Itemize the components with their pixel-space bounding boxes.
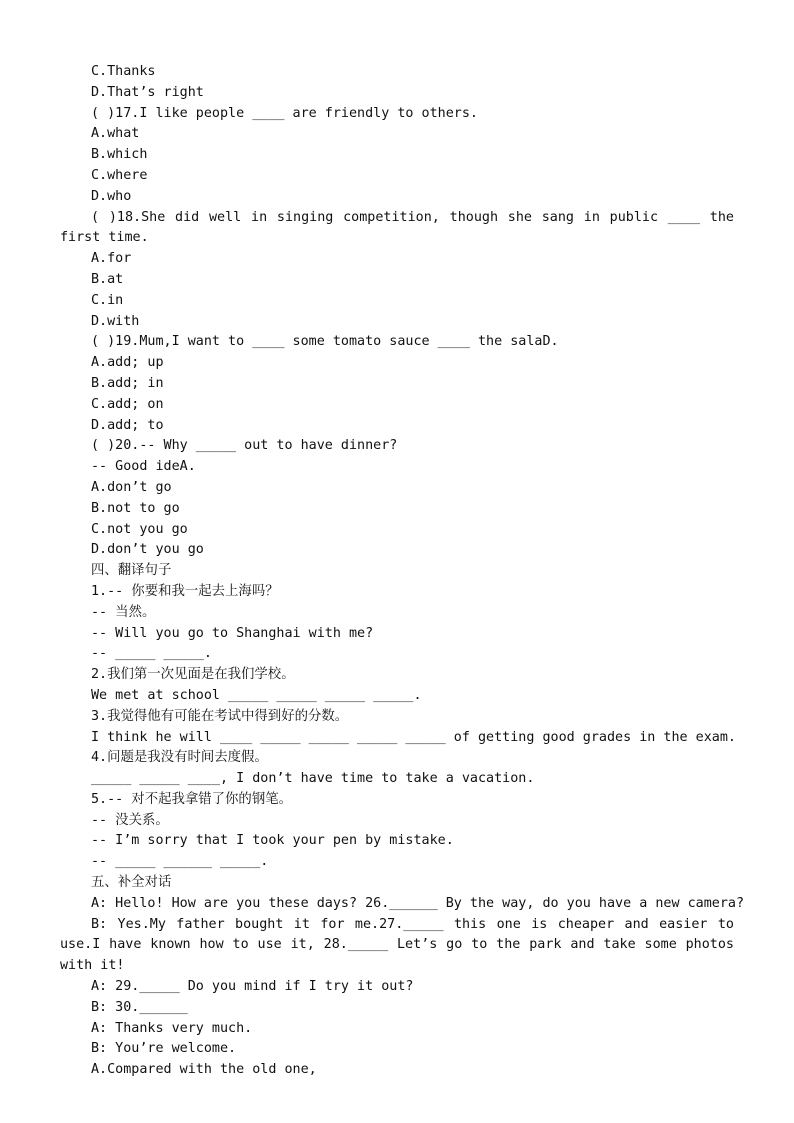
- translate-5-english: -- I’m sorry that I took your pen by mistake.: [91, 833, 454, 849]
- option-d: D.That’s right: [91, 84, 204, 100]
- translate-5-prompt: 5.-- 对不起我拿错了你的钢笔。: [91, 791, 292, 807]
- option-a: A.what: [91, 126, 140, 142]
- question-17: ( )17.I like people ____ are friendly to others.: [91, 105, 478, 121]
- option-b: B.which: [91, 147, 148, 163]
- translate-5-reply: -- 没关系。: [91, 812, 169, 828]
- translate-3-english: I think he will ____ _____ _____ _____ _____ of getting good grades in the exam.: [91, 729, 736, 745]
- translate-1-prompt: 1.-- 你要和我一起去上海吗？: [91, 583, 279, 599]
- option-b: B.add; in: [91, 375, 164, 391]
- option-d: D.who: [91, 188, 132, 204]
- option-c: C.Thanks: [91, 64, 156, 79]
- option-a: A.don’t go: [91, 479, 172, 495]
- option-c: C.in: [91, 292, 124, 308]
- translate-1-reply: -- 当然。: [91, 604, 156, 620]
- question-18: ( )18.She did well in singing competition, though she sang in public ____ the first time.: [60, 209, 734, 246]
- translate-2-prompt: 2.我们第一次见面是在我们学校。: [91, 667, 295, 683]
- option-c: C.not you go: [91, 521, 188, 537]
- translate-4-prompt: 4.问题是我没有时间去度假。: [91, 750, 268, 766]
- question-20-reply: -- Good ideA.: [91, 459, 196, 475]
- translate-3-prompt: 3.我觉得他有可能在考试中得到好的分数。: [91, 708, 349, 724]
- option-a: A.for: [91, 251, 132, 267]
- translate-1-blanks: -- _____ _____.: [91, 646, 212, 662]
- option-b: B.not to go: [91, 500, 180, 516]
- option-c: C.where: [91, 167, 148, 183]
- dialogue-line: B: You’re welcome.: [91, 1041, 237, 1057]
- option-a: A.add; up: [91, 355, 164, 371]
- dialogue-line: A: Hello! How are you these days? 26.______ By the way, do you have a new camera?: [91, 895, 745, 911]
- translate-5-blanks: -- _____ ______ _____.: [91, 854, 269, 870]
- document-page: [60, 62, 745, 1081]
- dialogue-line: A: 29._____ Do you mind if I try it out?: [91, 979, 414, 995]
- question-20: ( )20.-- Why _____ out to have dinner?: [91, 438, 398, 454]
- option-d: D.with: [91, 313, 140, 329]
- dialogue-line: A: Thanks very much.: [91, 1020, 253, 1036]
- section-heading-translate: 四、翻译句子: [91, 563, 172, 579]
- option-c: C.add; on: [91, 396, 164, 412]
- dialogue-line: B: Yes.My father bought it for me.27._____ this one is cheaper and easier to use.I have known how to use it, 28._____ Let’s go to the park and take some photos with it!: [60, 916, 734, 974]
- question-19: ( )19.Mum,I want to ____ some tomato sauce ____ the salaD.: [91, 334, 559, 350]
- translate-1-english: -- Will you go to Shanghai with me?: [91, 625, 374, 641]
- translate-4-english: _____ _____ ____, I don’t have time to take a vacation.: [91, 771, 535, 787]
- translate-2-english: We met at school _____ _____ _____ _____.: [91, 687, 422, 703]
- option-d: D.add; to: [91, 417, 164, 433]
- dialogue-line: B: 30.______: [91, 999, 188, 1015]
- option-d: D.don’t you go: [91, 542, 204, 558]
- option-b: B.at: [91, 271, 124, 287]
- section-heading-dialogue: 五、补全对话: [91, 875, 172, 891]
- dialogue-option-a: A.Compared with the old one,: [91, 1062, 317, 1078]
